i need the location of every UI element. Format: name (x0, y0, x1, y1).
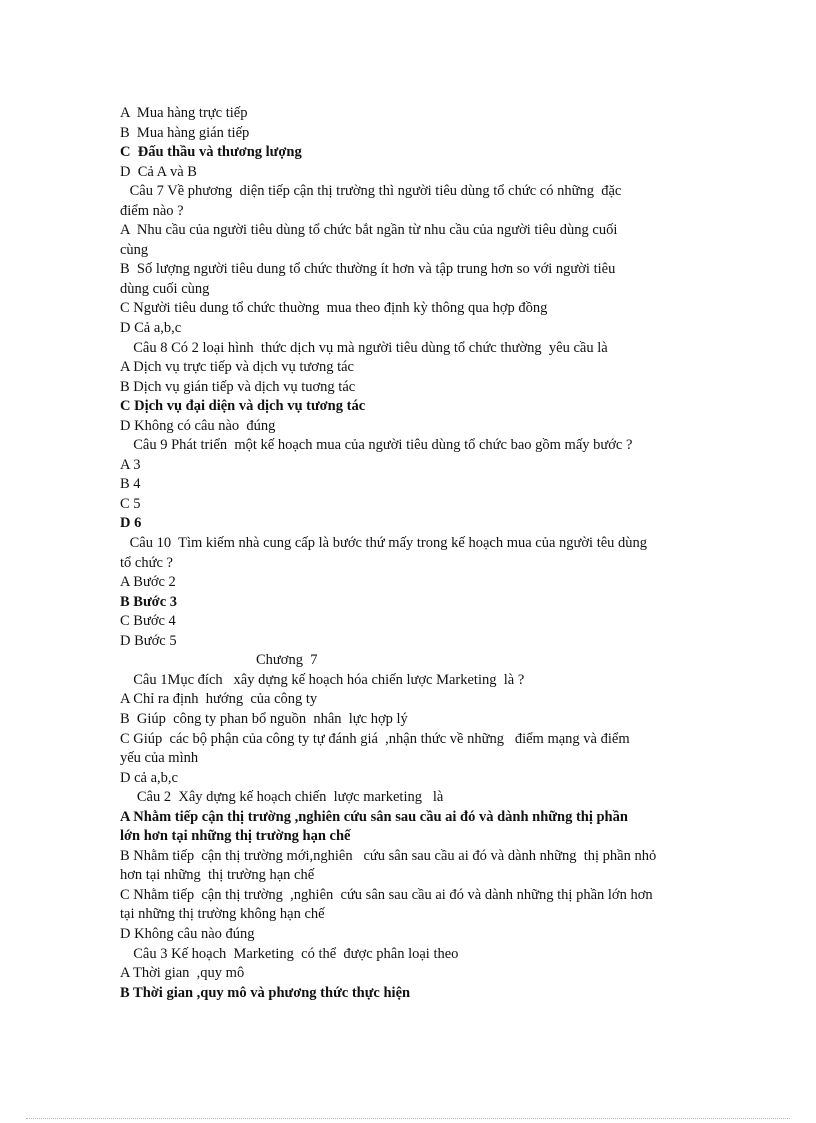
text-line: cùng (120, 241, 149, 258)
text-line: B Bước 3 (120, 593, 178, 610)
text-line: A Mua hàng trực tiếp (120, 105, 248, 121)
text-line: yếu của mình (120, 750, 199, 767)
text-line: C Đấu thầu và thương lượng (120, 144, 302, 161)
text-line: B Nhằm tiếp cận thị trường mới,nghiên cứu sân sau cầu ai đó và dành những thị phần nhỏ (120, 847, 657, 864)
text-line: A 3 (120, 456, 141, 473)
text-line: D Bước 5 (120, 632, 177, 649)
text-line: D Cả a,b,c (120, 320, 182, 337)
question-line: Câu 7 Về phương diện tiếp cận thị trường thì người tiêu dùng tổ chức có những đặc (126, 183, 622, 200)
text-line: dùng cuối cùng (120, 280, 210, 297)
text-line: tổ chức ? (120, 554, 173, 571)
text-line: B Thời gian ,quy mô và phương thức thực hiện (120, 984, 411, 1001)
text-line: C Bước 4 (120, 613, 176, 630)
text-line: C Người tiêu dung tổ chức thuờng mua theo định kỳ thông qua hợp đồng (120, 300, 548, 317)
text-line: A Chỉ ra định hướng của công ty (120, 691, 318, 708)
text-line: C 5 (120, 495, 141, 512)
text-line: B Số lượng người tiêu dung tổ chức thường ít hơn và tập trung hơn so với người tiêu (120, 261, 616, 278)
text-line: C Dịch vụ đại diện và dịch vụ tương tác (120, 398, 366, 415)
text-line: hơn tại những thị trường hạn chế (120, 867, 315, 884)
text-line: D Không có câu nào đúng (120, 417, 276, 434)
text-line: B 4 (120, 476, 141, 493)
text-line: tại những thị trường không hạn chế (120, 906, 325, 923)
page-bottom-divider (26, 1118, 790, 1119)
text-line: A Dịch vụ trực tiếp và dịch vụ tương tác (120, 359, 354, 376)
text-line: C Giúp các bộ phận của công ty tự đánh giá ,nhận thức về những điểm mạng và điểm (120, 730, 630, 747)
question-line: Câu 9 Phát triển một kế hoạch mua của người tiêu dùng tổ chức bao gồm mấy bước ? (126, 437, 633, 454)
chapter-heading: Chương 7 (256, 652, 318, 669)
question-line: Câu 8 Có 2 loại hình thức dịch vụ mà người tiêu dùng tổ chức thường yêu cầu là (126, 339, 608, 356)
text-line: điểm nào ? (120, 202, 184, 219)
question-line: Câu 10 Tìm kiếm nhà cung cấp là bước thứ mấy trong kế hoạch mua của người têu dùng (126, 535, 648, 552)
text-line: A Nhằm tiếp cận thị trường ,nghiên cứu sân sau cầu ai đó và dành những thị phần (120, 808, 628, 825)
text-line: D cả a,b,c (120, 769, 178, 786)
text-line: B Dịch vụ gián tiếp và dịch vụ tuơng tác (120, 378, 356, 395)
question-line: Câu 1Mục đích xây dựng kế hoạch hóa chiến lược Marketing là ? (126, 671, 525, 688)
text-line: lớn hơn tại những thị trường hạn chế (120, 828, 351, 845)
question-line: Câu 2 Xây dựng kế hoạch chiến lược marketing là (126, 789, 444, 806)
document-body (120, 104, 710, 1003)
text-line: D Cả A và B (120, 163, 197, 180)
question-line: Câu 3 Kế hoạch Marketing có thể được phân loại theo (126, 945, 459, 962)
text-line: A Nhu cầu của người tiêu dùng tổ chức bắt ngần từ nhu cầu của người tiêu dùng cuối (120, 222, 618, 239)
text-line: A Bước 2 (120, 574, 176, 591)
text-line: D 6 (120, 515, 142, 532)
text-line: C Nhằm tiếp cận thị trường ,nghiên cứu sân sau cầu ai đó và dành những thị phần lớn hơn (120, 886, 653, 903)
text-line: A Thời gian ,quy mô (120, 965, 245, 982)
text-line: B Mua hàng gián tiếp (120, 124, 250, 141)
text-line: B Giúp công ty phan bổ nguồn nhân lực hợp lý (120, 710, 408, 727)
text-line: D Không câu nào đúng (120, 925, 255, 942)
